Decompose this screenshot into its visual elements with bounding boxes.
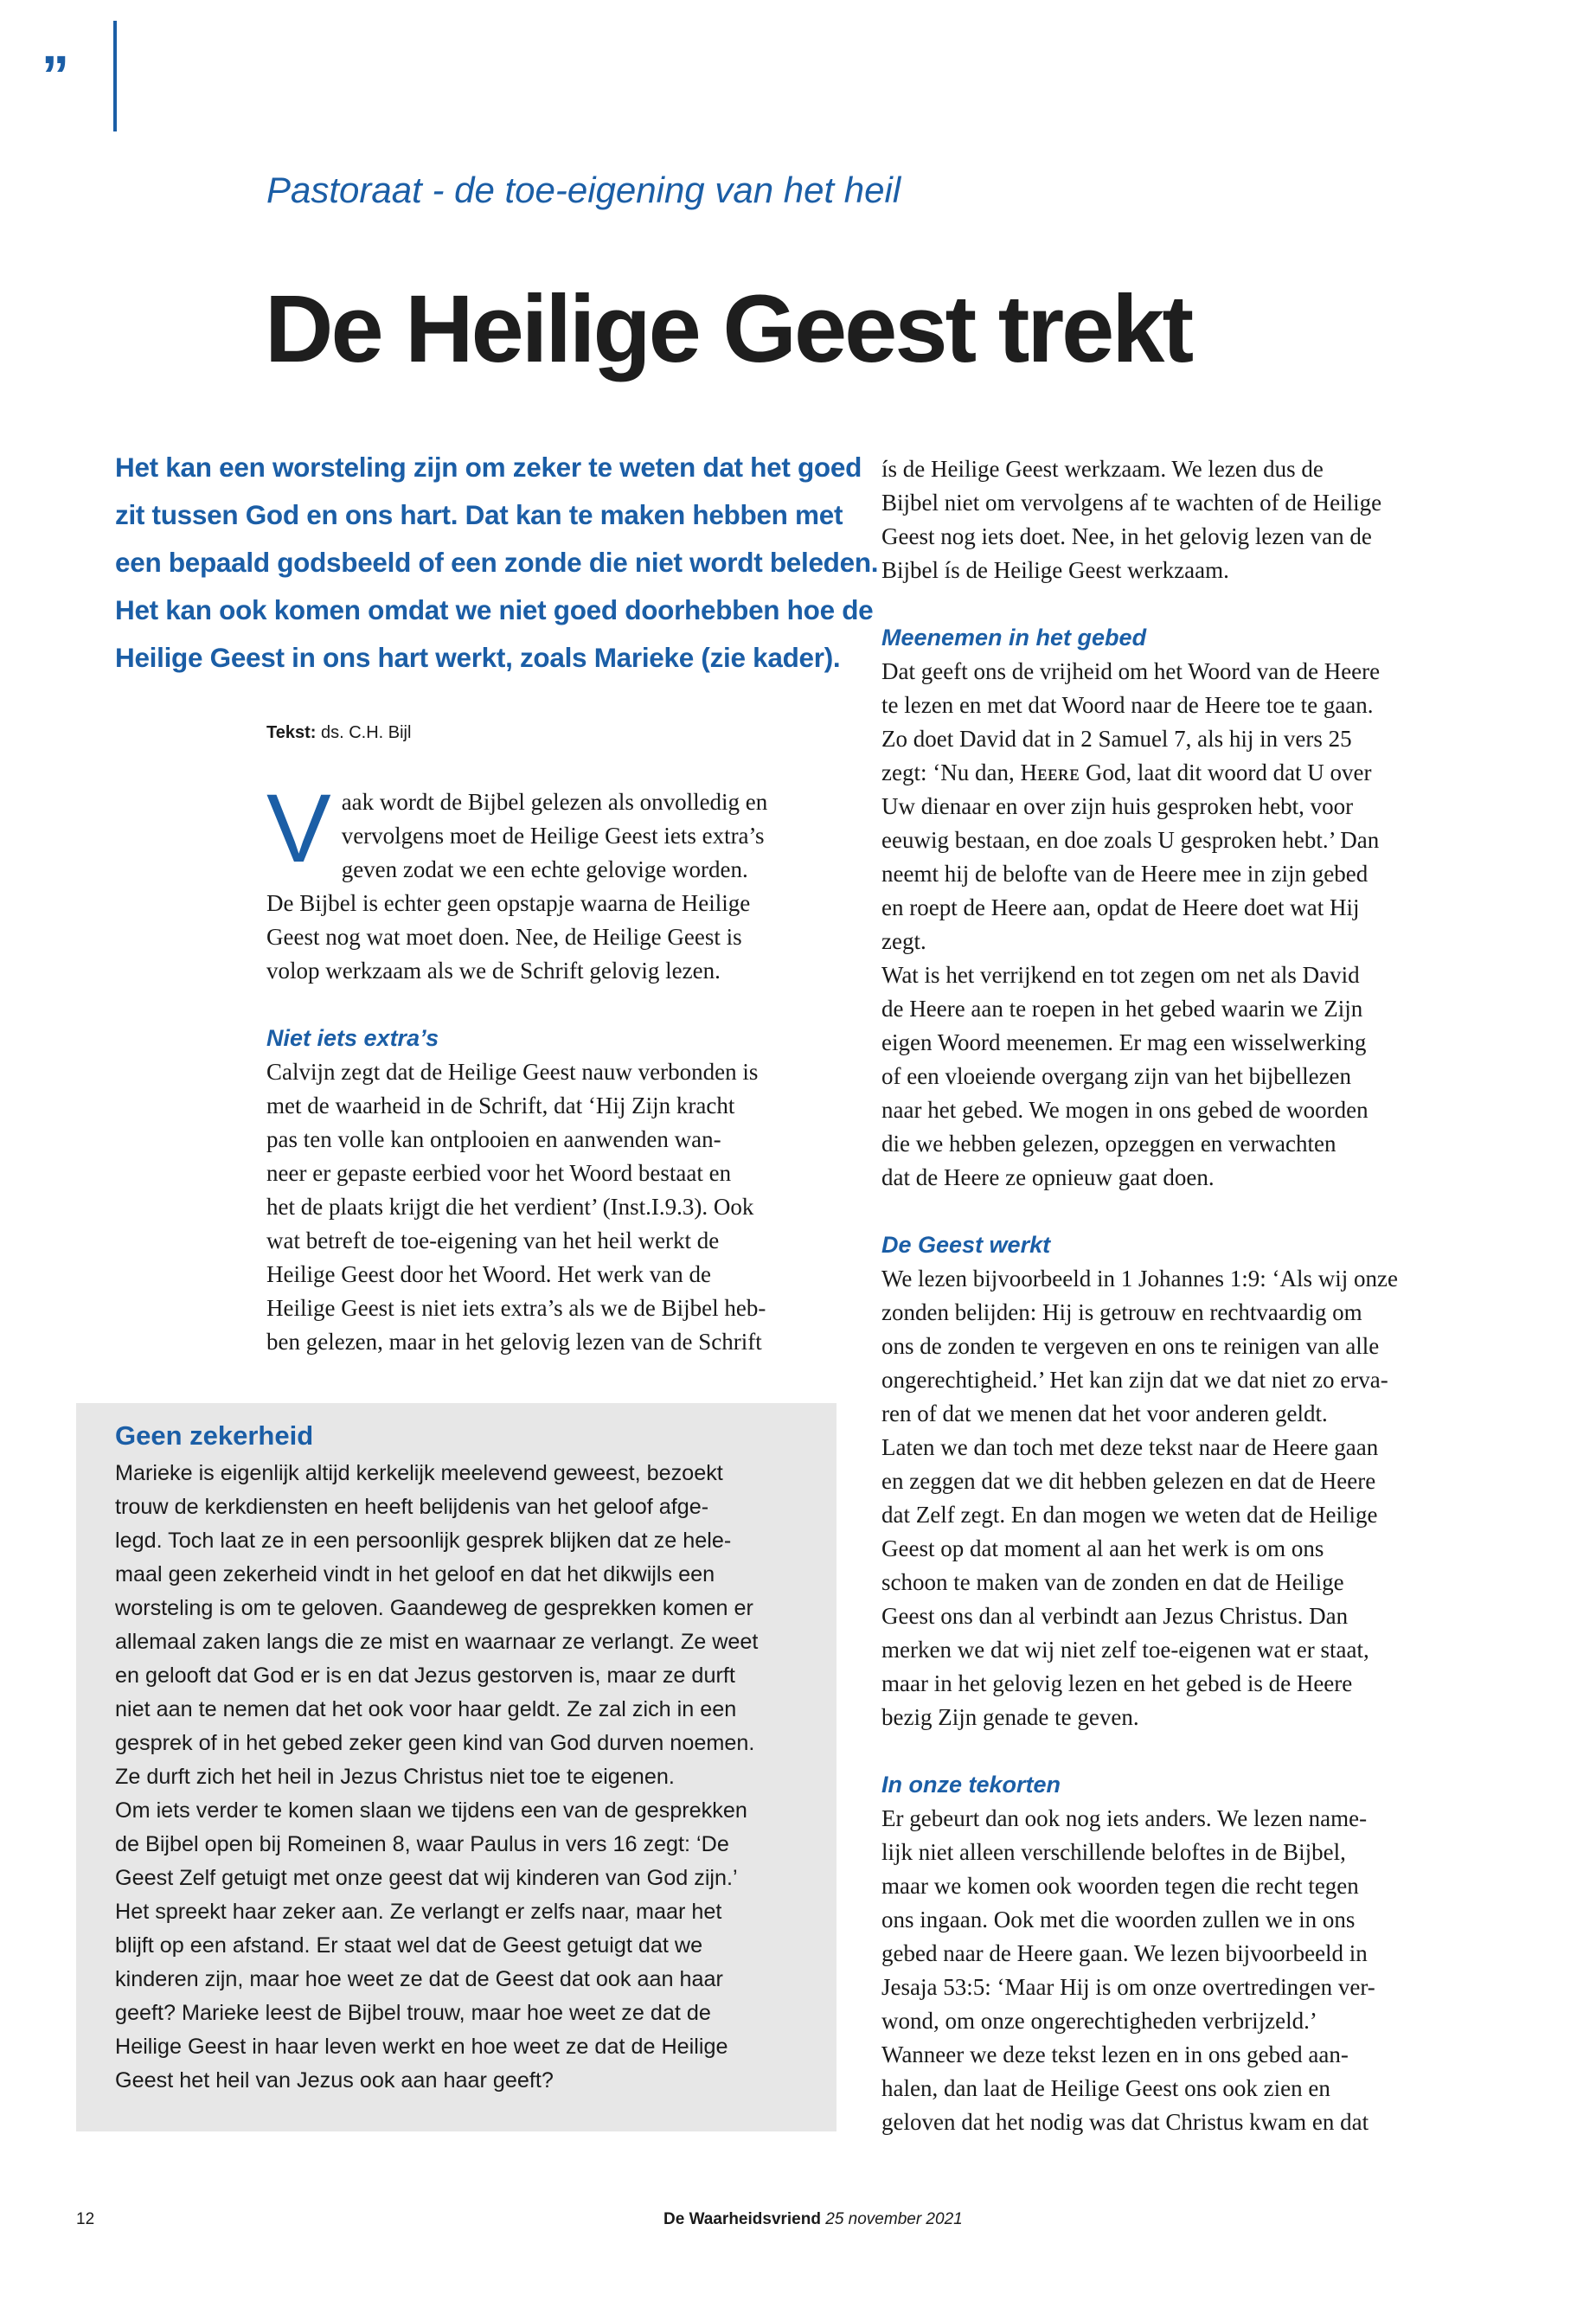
article-column-right xyxy=(881,452,1465,2139)
body-line: ís de Heilige Geest werkzaam. We lezen dus de xyxy=(881,456,1324,482)
box-line: allemaal zaken langs die ze mist en waarnaar ze verlangt. Ze weet xyxy=(115,1630,759,1654)
body-line: zonden belijden: Hij is getrouw en rechtvaardig om xyxy=(881,1299,1362,1325)
subhead-in-onze-tekorten: In onze tekorten xyxy=(881,1772,1061,1798)
body-line: Bijbel niet om vervolgens af te wachten of de Heilige xyxy=(881,490,1382,516)
box-line: Geest het heil van Jezus ook aan haar geeft? xyxy=(115,2068,554,2093)
box-line: kinderen zijn, maar hoe weet ze dat de Geest dat ook aan haar xyxy=(115,1967,723,1991)
sidebar-box-geen-zekerheid xyxy=(76,1403,836,2131)
box-line: Om iets verder te komen slaan we tijdens een van de gesprekken xyxy=(115,1798,747,1823)
box-line: gesprek of in het gebed zeker geen kind van God durven noemen. xyxy=(115,1731,755,1755)
byline-label: Tekst: xyxy=(266,723,317,742)
box-line: en gelooft dat God er is en dat Jezus gestorven is, maar ze durft xyxy=(115,1663,735,1688)
body-line: Wat is het verrijkend en tot zegen om net als David xyxy=(881,962,1360,988)
body-line: Heilige Geest door het Woord. Het werk van de xyxy=(266,1261,711,1287)
body-line: geloven dat het nodig was dat Christus kwam en dat xyxy=(881,2109,1369,2135)
intro-line: Het kan ook komen omdat we niet goed doorhebben hoe de xyxy=(115,594,874,625)
issue-date: 25 november 2021 xyxy=(825,2210,963,2228)
body-line: maar in het gelovig lezen en het gebed is de Heere xyxy=(881,1670,1353,1696)
body-line: ben gelezen, maar in het gelovig lezen van de Schrift xyxy=(266,1329,762,1355)
body-line: zegt. xyxy=(881,928,926,954)
body-line: lijk niet alleen verschillende beloftes in de Bijbel, xyxy=(881,1839,1346,1865)
body-line: ons de zonden te vergeven en ons te reinigen van alle xyxy=(881,1333,1380,1359)
magazine-name: De Waarheidsvriend xyxy=(663,2210,821,2228)
body-line: vervolgens moet de Heilige Geest iets extra’s xyxy=(341,823,765,849)
body-line: die we hebben gelezen, opzeggen en verwachten xyxy=(881,1131,1336,1157)
dropcap: V xyxy=(266,774,331,882)
body-line: zegt: ‘Nu dan, Hᴇᴇʀᴇ God, laat dit woord dat U over xyxy=(881,760,1372,785)
body-line: ren of dat we menen dat het voor anderen geldt. xyxy=(881,1400,1328,1426)
box-line: legd. Toch laat ze in een persoonlijk gesprek blijken dat ze hele- xyxy=(115,1529,732,1553)
box-line: Ze durft zich het heil in Jezus Christus niet toe te eigenen. xyxy=(115,1765,675,1789)
subhead-niet-iets-extras: Niet iets extra’s xyxy=(266,1025,439,1051)
body-line: Geest ons dan al verbindt aan Jezus Christus. Dan xyxy=(881,1603,1349,1629)
body-line: volop werkzaam als we de Schrift gelovig lezen. xyxy=(266,958,721,984)
intro-lead xyxy=(115,444,879,682)
footer-publication xyxy=(663,2210,963,2229)
body-line: Geest nog iets doet. Nee, in het gelovig lezen van de xyxy=(881,523,1372,549)
body-line: neer er gepaste eerbied voor het Woord bestaat en xyxy=(266,1160,732,1186)
body-line: met de waarheid in de Schrift, dat ‘Hij Zijn kracht xyxy=(266,1093,735,1118)
box-title: Geen zekerheid xyxy=(115,1420,314,1451)
body-line: Heilige Geest is niet iets extra’s als we de Bijbel heb- xyxy=(266,1295,766,1321)
body-line: We lezen bijvoorbeeld in 1 Johannes 1:9: ‘Als wij onze xyxy=(881,1266,1398,1292)
intro-line: zit tussen God en ons hart. Dat kan te maken hebben met xyxy=(115,499,843,530)
body-line: geven zodat we een echte gelovige worden. xyxy=(341,856,748,882)
box-line: trouw de kerkdiensten en heeft belijdenis van het geloof afge- xyxy=(115,1495,709,1519)
body-line: neemt hij de belofte van de Heere mee in zijn gebed xyxy=(881,861,1368,887)
body-line: ongerechtigheid.’ Het kan zijn dat we dat niet zo erva- xyxy=(881,1367,1388,1393)
byline-author: ds. C.H. Bijl xyxy=(320,723,412,742)
body-line: Wanneer we deze tekst lezen en in ons gebed aan- xyxy=(881,2041,1349,2067)
body-line: aak wordt de Bijbel gelezen als onvolledig en xyxy=(341,789,768,815)
box-body xyxy=(115,1457,807,2098)
body-line: ons ingaan. Ook met die woorden zullen we in ons xyxy=(881,1907,1356,1932)
page-number: 12 xyxy=(76,2210,95,2228)
body-line: Geest nog wat moet doen. Nee, de Heilige Geest is xyxy=(266,924,742,950)
intro-line: Heilige Geest in ons hart werkt, zoals Marieke (zie kader). xyxy=(115,642,841,673)
box-line: Marieke is eigenlijk altijd kerkelijk meelevend geweest, bezoekt xyxy=(115,1461,723,1485)
body-line: naar het gebed. We mogen in ons gebed de woorden xyxy=(881,1097,1368,1123)
box-line: Heilige Geest in haar leven werkt en hoe weet ze dat de Heilige xyxy=(115,2035,728,2059)
body-line: wond, om onze ongerechtigheden verbrijzeld.’ xyxy=(881,2008,1317,2034)
body-line: Uw dienaar en over zijn huis gesproken hebt, voor xyxy=(881,793,1354,819)
body-line: pas ten volle kan ontplooien en aanwenden wan- xyxy=(266,1126,721,1152)
body-line: eeuwig bestaan, en doe zoals U gesproken hebt.’ Dan xyxy=(881,827,1380,853)
article-column-middle xyxy=(266,774,836,1359)
subhead-de-geest-werkt: De Geest werkt xyxy=(881,1232,1051,1258)
box-line: maal geen zekerheid vindt in het geloof en dat het dikwijls een xyxy=(115,1562,715,1586)
body-line: Zo doet David dat in 2 Samuel 7, als hij in vers 25 xyxy=(881,726,1352,752)
body-line: Dat geeft ons de vrijheid om het Woord van de Heere xyxy=(881,658,1381,684)
box-line: worsteling is om te geloven. Gaandeweg de gesprekken komen er xyxy=(115,1596,753,1620)
body-line: Calvijn zegt dat de Heilige Geest nauw verbonden is xyxy=(266,1059,759,1085)
subhead-meenemen-in-het-gebed: Meenemen in het gebed xyxy=(881,625,1147,651)
body-line: het de plaats krijgt die het verdient’ (Inst.I.9.3). Ook xyxy=(266,1194,754,1220)
body-line: schoon te maken van de zonden en dat de Heilige xyxy=(881,1569,1344,1595)
body-line: Jesaja 53:5: ‘Maar Hij is om onze overtredingen ver- xyxy=(881,1974,1375,2000)
body-line: gebed naar de Heere gaan. We lezen bijvoorbeeld in xyxy=(881,1940,1368,1966)
body-line: en zeggen dat we dit hebben gelezen en dat de Heere xyxy=(881,1468,1376,1494)
page-title: De Heilige Geest trekt xyxy=(265,276,1192,382)
box-line: blijft op een afstand. Er staat wel dat de Geest getuigt dat we xyxy=(115,1933,703,1958)
quote-mark-icon: ” xyxy=(42,44,69,106)
body-line: wat betreft de toe-eigening van het heil werkt de xyxy=(266,1227,720,1253)
box-line: geeft? Marieke leest de Bijbel trouw, maar hoe weet ze dat de xyxy=(115,2001,711,2025)
body-line: bezig Zijn genade te geven. xyxy=(881,1704,1139,1730)
box-line: de Bijbel open bij Romeinen 8, waar Paulus in vers 16 zegt: ‘De xyxy=(115,1832,729,1856)
box-line: niet aan te nemen dat het ook voor haar geldt. Ze zal zich in een xyxy=(115,1697,737,1721)
body-line: de Heere aan te roepen in het gebed waarin we Zijn xyxy=(881,996,1363,1022)
quote-rule xyxy=(113,21,117,131)
body-line: maar we komen ook woorden tegen die recht tegen xyxy=(881,1873,1359,1899)
intro-line: Het kan een worsteling zijn om zeker te weten dat het goed xyxy=(115,452,862,483)
box-line: Het spreekt haar zeker aan. Ze verlangt er zelfs naar, maar het xyxy=(115,1900,722,1924)
body-line: te lezen en met dat Woord naar de Heere toe te gaan. xyxy=(881,692,1374,718)
box-line: Geest Zelf getuigt met onze geest dat wij kinderen van God zijn.’ xyxy=(115,1866,738,1890)
kicker: Pastoraat - de toe-eigening van het heil xyxy=(266,170,901,210)
body-line: Geest op dat moment al aan het werk is om ons xyxy=(881,1535,1324,1561)
body-line: halen, dan laat de Heilige Geest ons ook zien en xyxy=(881,2075,1330,2101)
body-line: dat de Heere ze opnieuw gaat doen. xyxy=(881,1164,1215,1190)
body-line: dat Zelf zegt. En dan mogen we weten dat de Heilige xyxy=(881,1502,1378,1528)
body-line: en roept de Heere aan, opdat de Heere doet wat Hij xyxy=(881,894,1360,920)
body-line: Laten we dan toch met deze tekst naar de Heere gaan xyxy=(881,1434,1379,1460)
body-line: merken we dat wij niet zelf toe-eigenen wat er staat, xyxy=(881,1637,1369,1663)
byline xyxy=(266,723,411,743)
body-line: of een vloeiende overgang zijn van het bijbellezen xyxy=(881,1063,1352,1089)
body-line: Bijbel ís de Heilige Geest werkzaam. xyxy=(881,557,1229,583)
intro-line: een bepaald godsbeeld of een zonde die niet wordt beleden. xyxy=(115,547,879,578)
body-line: De Bijbel is echter geen opstapje waarna de Heilige xyxy=(266,890,751,916)
body-line: eigen Woord meenemen. Er mag een wisselwerking xyxy=(881,1029,1367,1055)
body-line: Er gebeurt dan ook nog iets anders. We lezen name- xyxy=(881,1805,1368,1831)
